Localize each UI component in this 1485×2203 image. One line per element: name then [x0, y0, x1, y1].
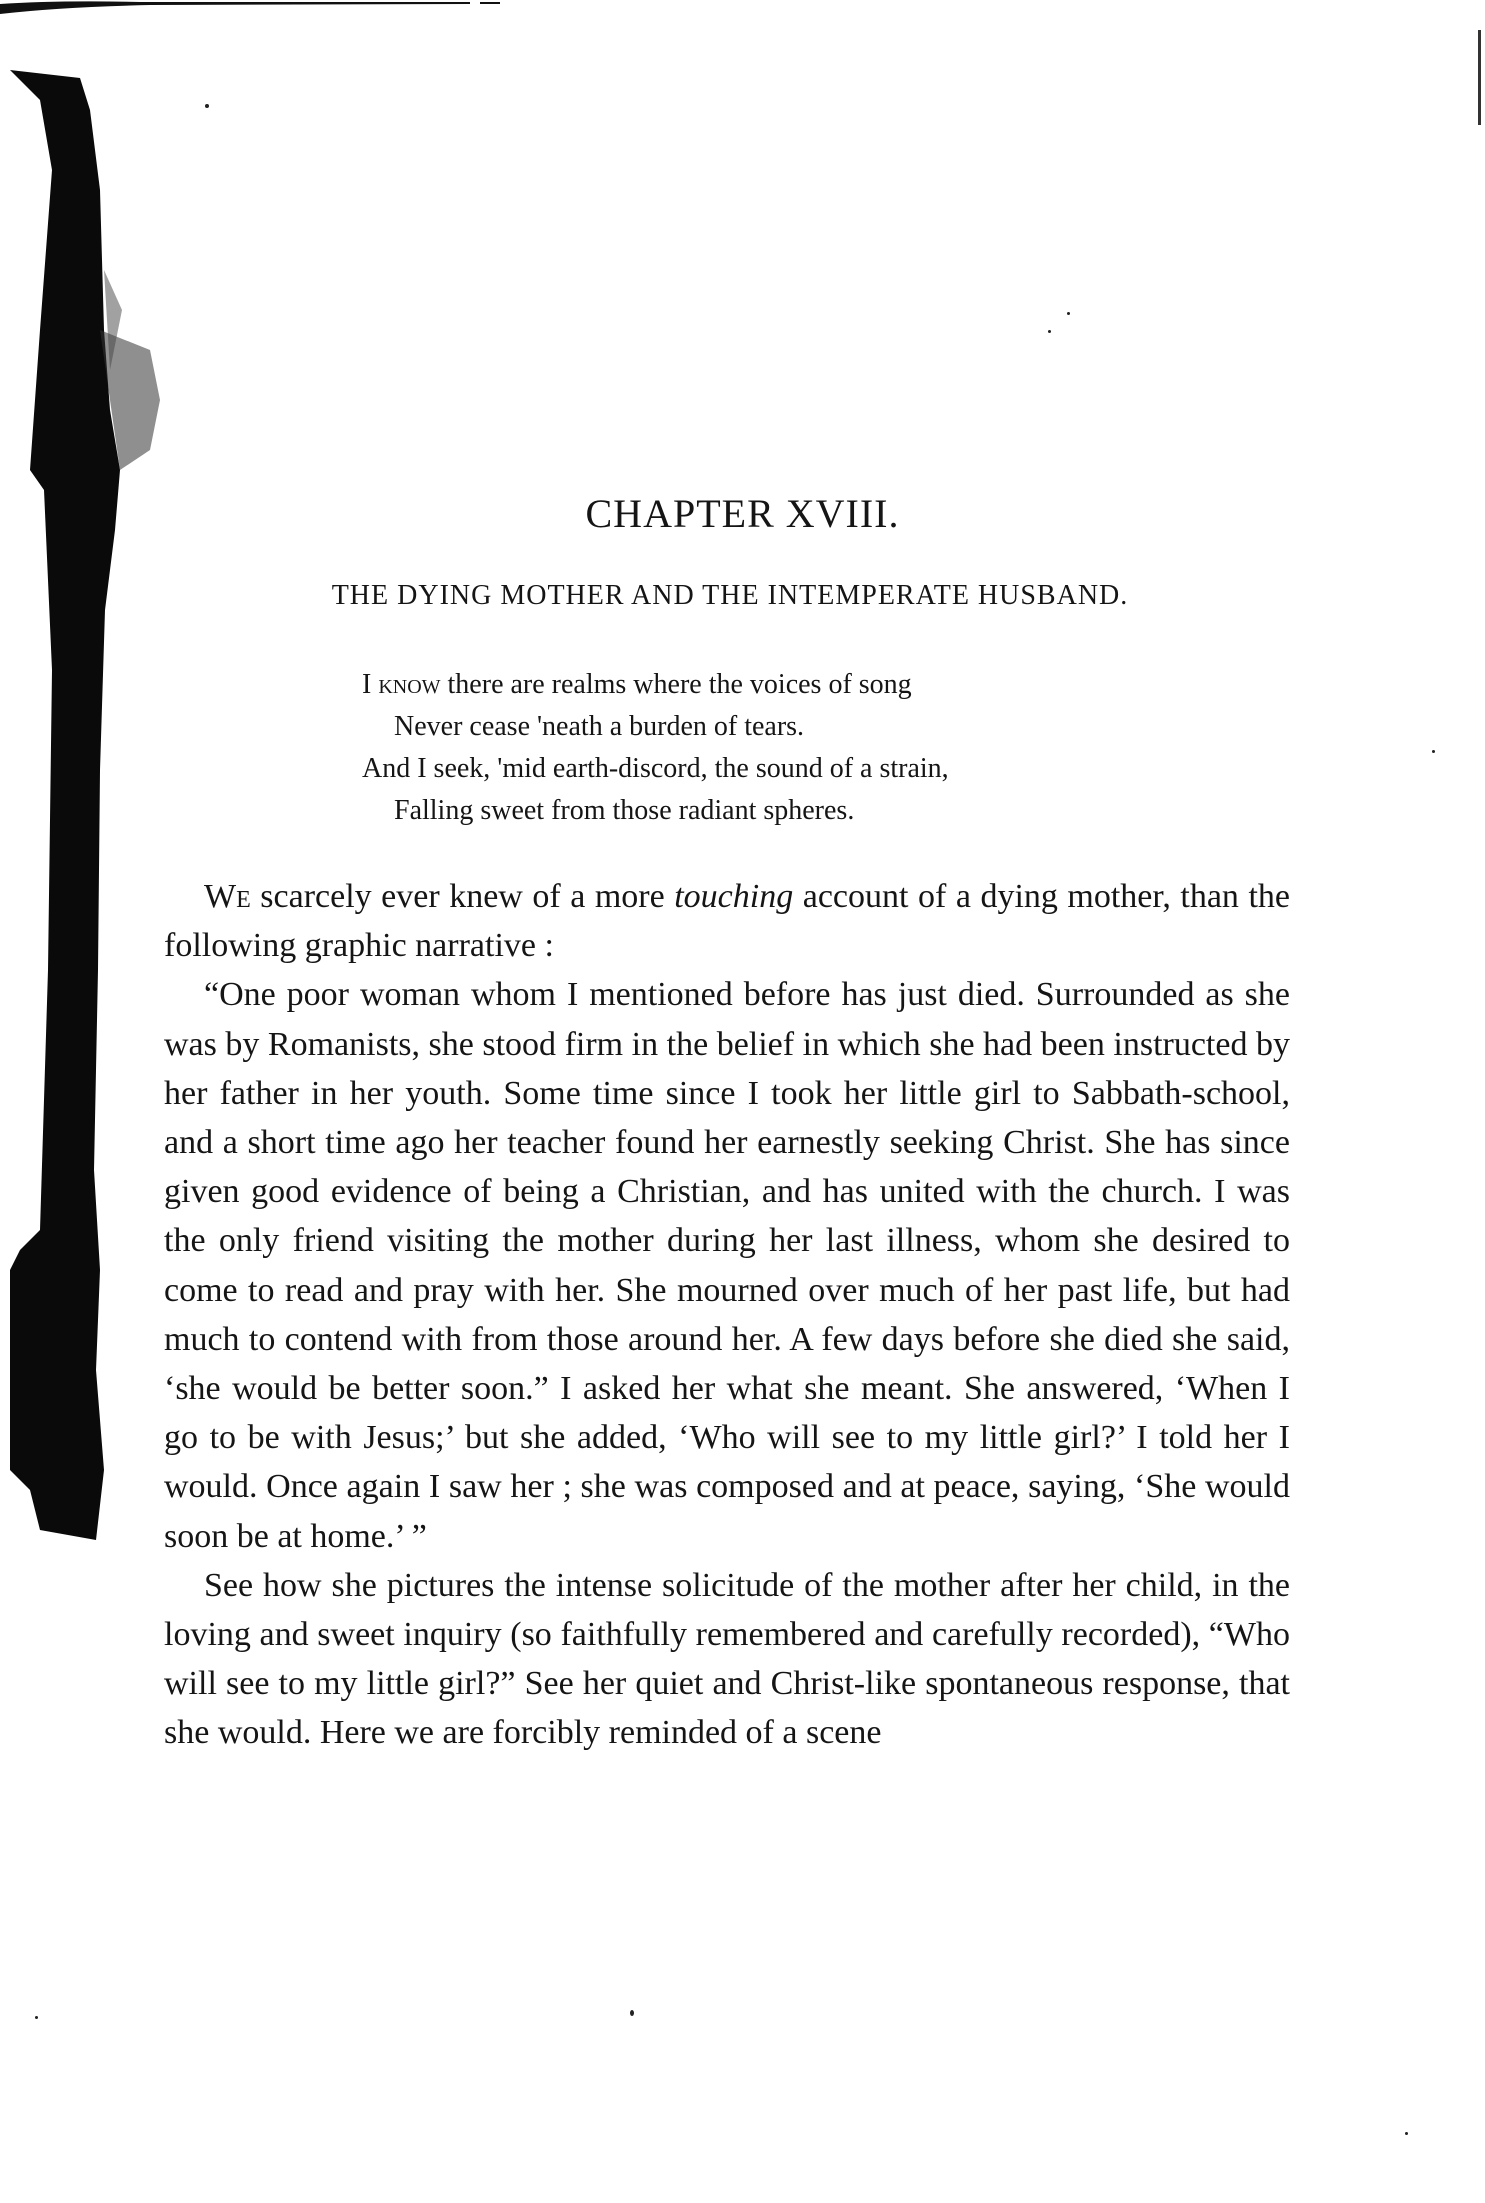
- chapter-title-text: CHAPTER XVIII.: [585, 491, 900, 536]
- paragraph-1-part-b: account of a dying mother, than the following graphic narrative :: [164, 878, 1290, 965]
- epigraph-smallcaps-lead: I know: [362, 669, 441, 700]
- scan-speck: [1405, 2132, 1408, 2135]
- paragraph-1: [164, 872, 1290, 970]
- top-rule-artifact: [0, 0, 500, 14]
- epigraph-line-1-rest: there are realms where the voices of song: [440, 669, 912, 700]
- chapter-title: [0, 490, 1485, 537]
- paragraph-3: See how she pictures the intense solicitude of the mother after her child, in the loving and sweet inquiry (so faithfully remembered and carefully recorded), “Who will see to my little girl?” See her quiet and Christ-like spontaneous response, that she would. Here we are forcibly reminded of a scene: [164, 1566, 1290, 1752]
- paragraph-2: “One poor woman whom I mentioned before has just died. Surrounded as she was by Romanists, she stood firm in the belief in which she had been instructed by her father in her youth. Some time since I took her little girl to Sabbath-school, and a short time ago her teacher found her earnestly seeking Christ. She has since given good evidence of being a Christian, and has united with the church. I was the only friend visiting the mother during her last illness, whom she desired to come to read and pray with her. She mourned over much of her past life, but had much to contend with from those around her. A few days before she died she said, ‘she would be better soon.” I asked her what she meant. She answered, ‘When I go to be with Jesus;’ but she added, ‘Who will see to my little girl?’ I told her I would. Once again I saw her ; she was composed and at peace, saying, ‘She would soon be at home.’ ”: [164, 976, 1290, 1555]
- epigraph-line-4: Falling sweet from those radiant spheres.: [394, 795, 855, 826]
- epigraph-poem: [362, 664, 949, 832]
- epigraph-line-1: [362, 664, 949, 706]
- chapter-body: [164, 872, 1290, 1758]
- paragraph-1-lead: We: [204, 878, 251, 915]
- scan-speck: [630, 2010, 634, 2016]
- scan-speck: [35, 2016, 38, 2019]
- scan-speck: [205, 104, 209, 108]
- binding-shadow: [0, 70, 170, 1550]
- paragraph-1-emphasis: touching: [674, 878, 794, 915]
- scan-speck: [1048, 330, 1051, 333]
- epigraph-line-3: And I seek, 'mid earth-discord, the sound of a strain,: [362, 753, 949, 784]
- scan-speck: [1432, 750, 1435, 753]
- scan-edge-mark: [1478, 30, 1481, 125]
- chapter-subtitle: THE DYING MOTHER AND THE INTEMPERATE HUSBAND.: [331, 580, 1129, 611]
- epigraph-line-2: Never cease 'neath a burden of tears.: [394, 711, 805, 742]
- scan-speck: [1067, 312, 1070, 315]
- paragraph-1-part-a: scarcely ever knew of a more: [250, 878, 675, 915]
